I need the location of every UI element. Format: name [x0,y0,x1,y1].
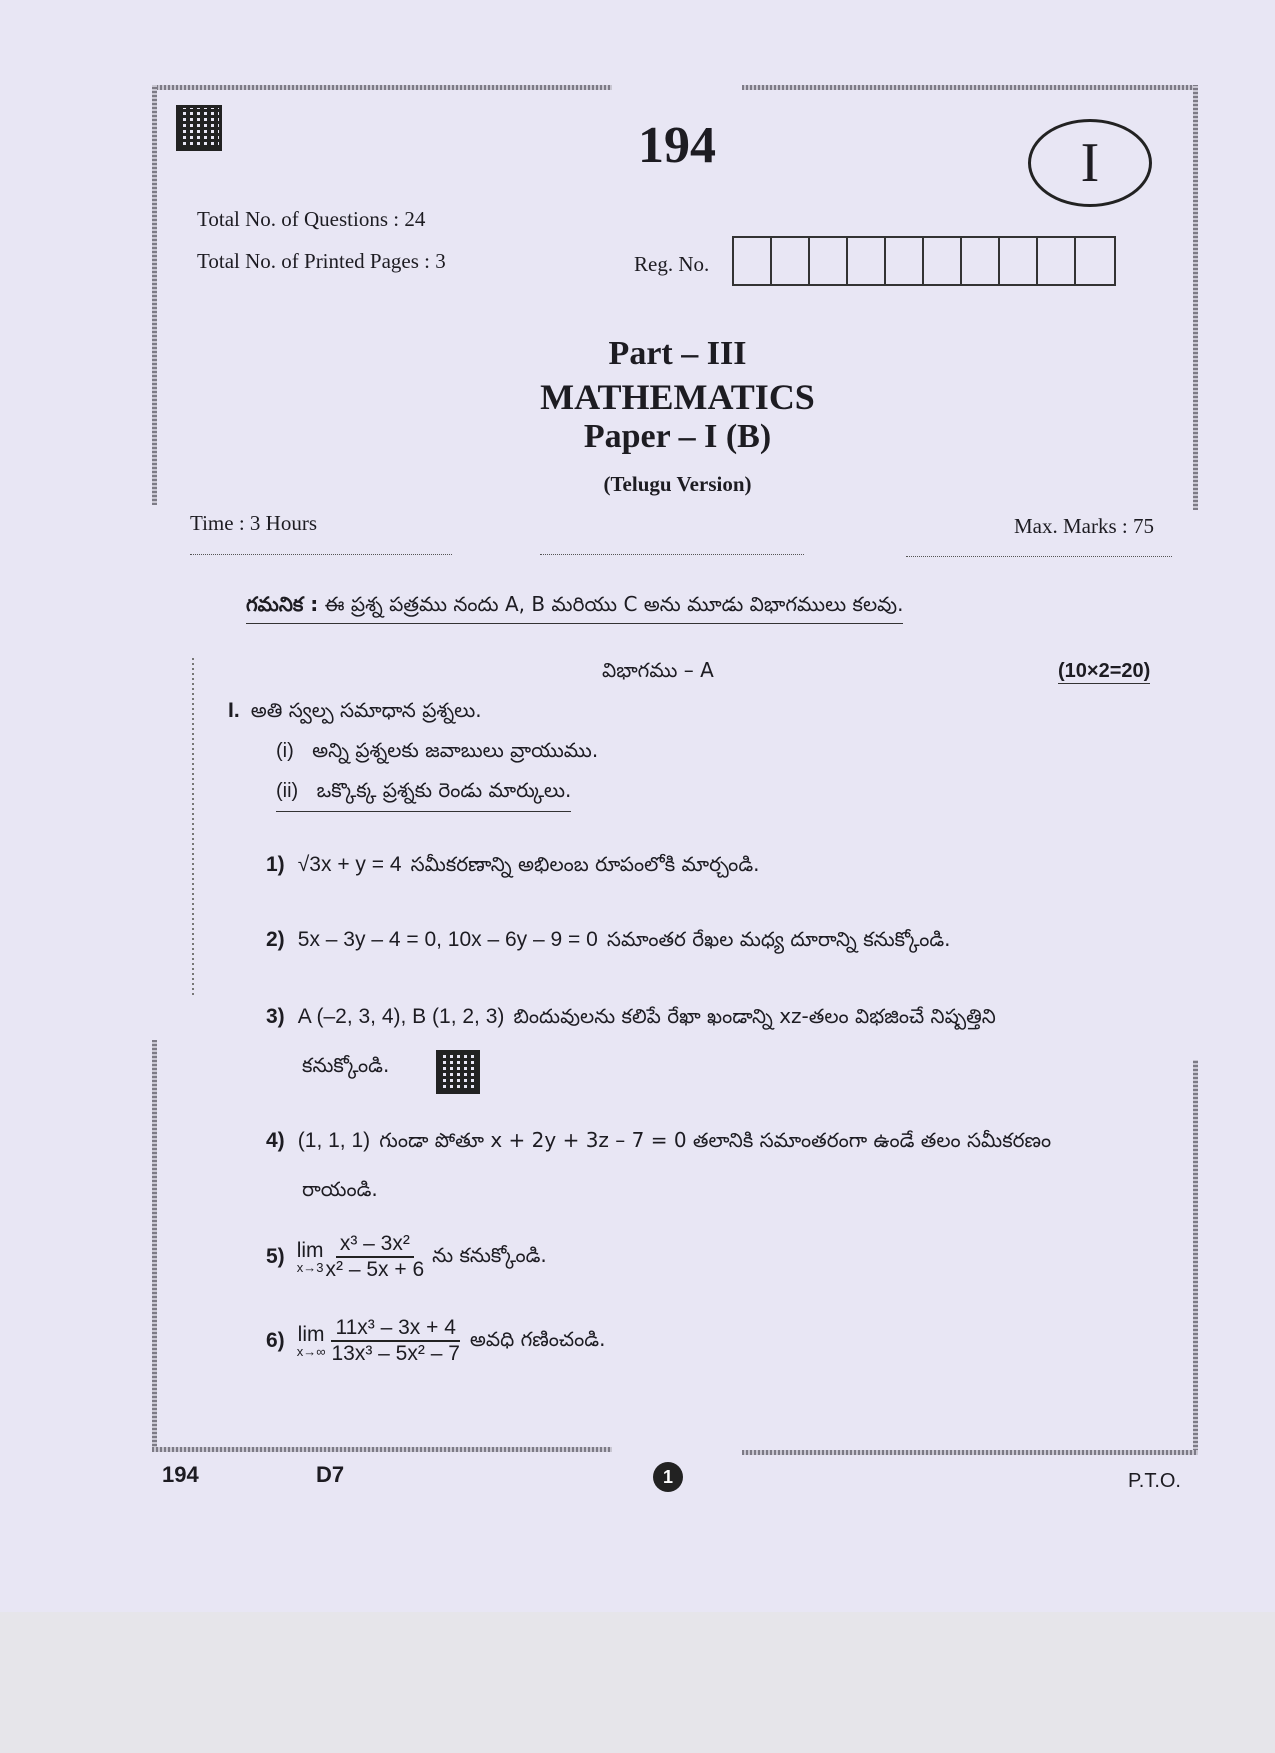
reg-no-label: Reg. No. [634,252,710,276]
pto-label: P.T.O. [1128,1470,1181,1492]
instruction-text: ఒక్కొక్క ప్రశ్నకు రెండు మార్కులు. [316,778,572,802]
question-num: 1) [266,853,285,876]
question-math: √3x + y = 4 [297,853,402,876]
question-6 [266,1316,605,1366]
set-code: I [1080,132,1100,194]
question-num: 5) [266,1245,285,1268]
question-math: A (–2, 3, 4), B (1, 2, 3) [297,1005,505,1028]
instruction-text: అన్ని ప్రశ్నలకు జవాబులు వ్రాయుము. [312,738,599,762]
total-pages: Total No. of Printed Pages : 3 [197,249,446,273]
reg-digit-box[interactable] [962,238,1000,284]
border-top-left [152,85,612,90]
question-text: సమాంతర రేఖల మధ్య దూరాన్ని కనుక్కోండి. [606,927,951,951]
question-text: గుండా పోతూ x + 2y + 3z – 7 = 0 తలానికి సమాంతరంగా ఉండే తలం సమీకరణం [379,1128,1052,1152]
qr-code-icon [436,1050,480,1094]
time-label: Time : 3 Hours [190,511,317,535]
question-5 [266,1232,547,1282]
reg-digit-box[interactable] [1000,238,1038,284]
question-text: బిందువులను కలిపే రేఖా ఖండాన్ని xz-తలం విభజించే నిష్పత్తిని [513,1004,996,1028]
limit-operator [297,1240,324,1274]
section-heading-text: అతి స్వల్ప సమాధాన ప్రశ్నలు. [250,698,482,722]
scan-margin [0,1612,1275,1753]
paper-code: 194 [638,117,716,174]
part-title: Part – III [608,335,747,372]
fraction [331,1316,459,1366]
note-text: ఈ ప్రశ్న పత్రము నందు A, B మరియు C అను మూడు విభాగములు కలవు. [324,592,904,616]
question-3-cont: కనుక్కోండి. [302,1053,390,1077]
question-1 [266,852,759,881]
fraction [326,1232,425,1282]
border-right-lower [1193,1060,1198,1455]
question-num: 3) [266,1005,285,1028]
question-text: సమీకరణాన్ని అభిలంబ రూపంలోకి మార్చండి. [410,852,760,876]
note-line [246,592,903,624]
limit-subscript: x→3 [296,1260,324,1275]
reg-no-field[interactable] [732,236,1116,286]
question-4-cont: రాయండి. [302,1177,378,1201]
numerator: x³ – 3x² [336,1232,414,1258]
divider [906,556,1172,557]
reg-digit-box[interactable] [924,238,962,284]
question-text: ను కనుక్కోండి. [432,1242,547,1267]
instruction-item [276,738,598,767]
section-heading [228,698,482,727]
reg-digit-box[interactable] [1076,238,1114,284]
footer-series: D7 [316,1462,345,1487]
question-math: (1, 1, 1) [297,1129,371,1152]
limit-symbol: lim [297,1323,325,1346]
question-4 [266,1128,1051,1157]
note-label: గమనిక : [246,592,319,616]
question-2 [266,927,951,956]
section-marks: (10×2=20) [1058,660,1151,682]
reg-digit-box[interactable] [810,238,848,284]
border-bottom-left [152,1447,612,1452]
section-title: విభాగము – A [602,658,714,682]
reg-digit-box[interactable] [886,238,924,284]
divider [540,554,804,555]
paper-title: Paper – I (B) [583,418,772,455]
section-heading-num: I. [228,699,240,722]
reg-digit-box[interactable] [848,238,886,284]
question-num: 6) [266,1329,285,1352]
border-top-right [742,85,1198,90]
reg-digit-box[interactable] [734,238,772,284]
subject-title: MATHEMATICS [540,377,815,417]
instruction-num: (i) [276,740,294,762]
version-label: (Telugu Version) [603,472,752,496]
reg-digit-box[interactable] [772,238,810,284]
denominator: x² – 5x + 6 [325,1258,425,1281]
footer-code: 194 [162,1462,199,1487]
qr-code-icon [176,105,222,151]
denominator: 13x³ – 5x² – 7 [331,1342,460,1365]
margin-line [192,655,194,995]
question-3 [266,1004,996,1033]
set-code-badge [1028,119,1152,207]
question-math: 5x – 3y – 4 = 0, 10x – 6y – 9 = 0 [297,928,598,951]
reg-digit-box[interactable] [1038,238,1076,284]
question-num: 2) [266,928,285,951]
max-marks-label: Max. Marks : 75 [1014,514,1154,538]
question-text: అవధి గణించండి. [469,1326,606,1351]
limit-operator [297,1324,326,1358]
divider [190,554,452,555]
border-left-lower [152,1040,157,1450]
numerator: 11x³ – 3x + 4 [331,1316,459,1342]
question-num: 4) [266,1129,285,1152]
page-number: 1 [653,1462,683,1492]
border-bottom-right [742,1450,1198,1455]
instruction-item [276,778,571,812]
total-questions: Total No. of Questions : 24 [197,207,426,231]
limit-symbol: lim [296,1239,324,1262]
limit-subscript: x→∞ [296,1344,326,1359]
instruction-num: (ii) [276,780,299,802]
